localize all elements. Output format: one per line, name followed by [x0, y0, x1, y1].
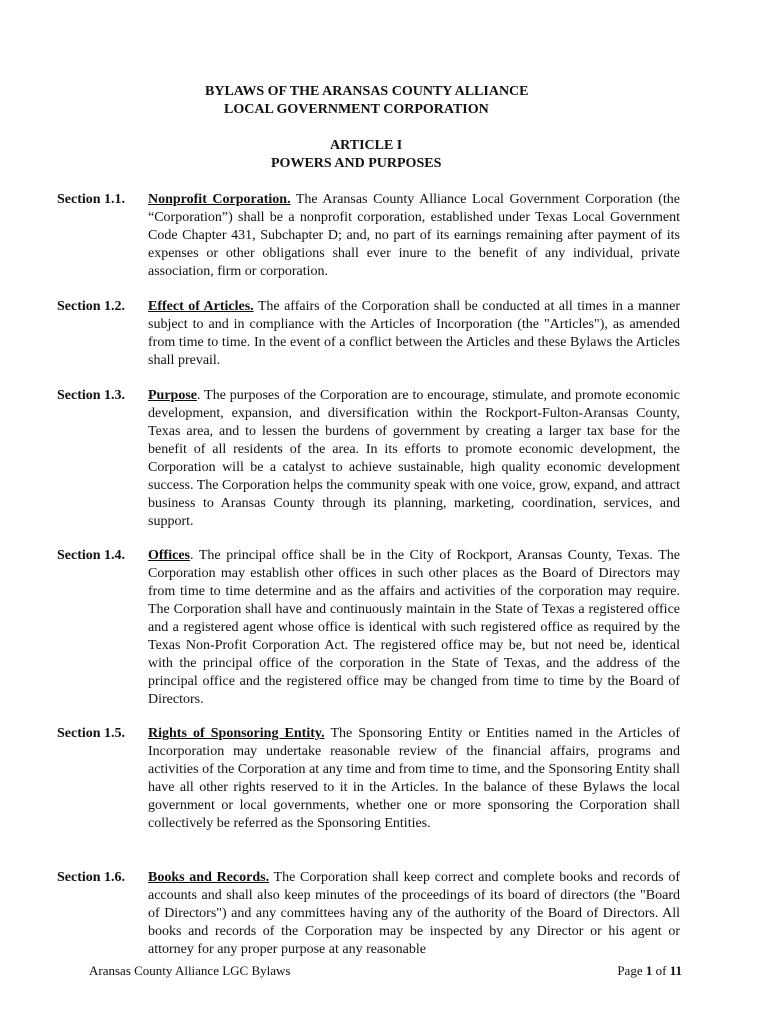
article-number: ARTICLE I — [330, 138, 403, 153]
section-1-2 — [57, 298, 680, 370]
section-heading: Effect of Articles. — [148, 299, 254, 314]
footer-document-name: Aransas County Alliance LGC Bylaws — [89, 963, 291, 978]
section-label: Section 1.5. — [57, 726, 126, 741]
section-heading: Offices — [148, 548, 190, 563]
article-name: POWERS AND PURPOSES — [271, 156, 442, 171]
document-title-line-2: LOCAL GOVERNMENT CORPORATION — [224, 102, 489, 117]
section-heading: Nonprofit Corporation. — [148, 192, 291, 207]
section-1-1 — [57, 191, 680, 281]
section-label: Section 1.4. — [57, 548, 126, 563]
section-body — [148, 725, 680, 833]
section-label: Section 1.6. — [57, 870, 126, 885]
footer-page-number — [617, 963, 682, 979]
section-body — [148, 191, 680, 281]
page-word: Page — [617, 963, 646, 978]
section-body — [148, 869, 680, 959]
section-1-4 — [57, 547, 680, 709]
section-body — [148, 298, 680, 370]
section-text: The Aransas County Alliance Local Government Corporation (the “Corporation”) shall be a nonprofit corporation, established under Texas Local Government Code Chapter 431, Subchapter D; and, no part of its earnings remaining after payment of its expenses or other obligations shall ever inure to the benefit of any individual, private association, firm or corporation. — [148, 192, 680, 279]
section-label: Section 1.3. — [57, 388, 126, 403]
section-text: The affairs of the Corporation shall be conducted at all times in a manner subject to and in compliance with the Articles of Incorporation (the "Articles"), as amended from time to time. In the event of a conflict between the Articles and these Bylaws the Articles shall prevail. — [148, 299, 680, 368]
section-1-5 — [57, 725, 680, 833]
document-title-line-1: BYLAWS OF THE ARANSAS COUNTY ALLIANCE — [205, 84, 529, 99]
section-heading: Purpose — [148, 388, 197, 403]
section-heading: Books and Records. — [148, 870, 270, 885]
section-text: . The principal office shall be in the City of Rockport, Aransas County, Texas. The Corporation may establish other offices in such other places as the Board of Directors may from time to time determine and as the affairs and activities of the corporation may require. The Corporation shall have and continuously maintain in the State of Texas a registered office and a registered agent whose office is identical with such registered office as required by the Texas Non-Profit Corporation Act. The registered office may be, but not need be, identical with the principal office of the corporation in the State of Texas, and the address of the principal office and the registered office may be changed from time to time by the Board of Directors. — [148, 548, 680, 707]
page-total: 11 — [669, 963, 682, 978]
section-heading: Rights of Sponsoring Entity. — [148, 726, 325, 741]
page-current: 1 — [645, 963, 653, 978]
section-1-3 — [57, 387, 680, 531]
section-text: The Sponsoring Entity or Entities named in the Articles of Incorporation may undertake reasonable review of the financial affairs, programs and activities of the Corporation at any time and from time to time, and the Sponsoring Entity shall have all other rights reserved to it in the Articles. In the balance of these Bylaws the local government or local governments, whether one or more sponsoring the Corporation shall collectively be referred as the Sponsoring Entities. — [148, 726, 680, 831]
section-label: Section 1.1. — [57, 192, 126, 207]
section-body — [148, 547, 680, 709]
page-of: of — [652, 963, 670, 978]
section-body — [148, 387, 680, 531]
section-text: The Corporation shall keep correct and complete books and records of accounts and shall also keep minutes of the proceedings of its board of directors (the "Board of Directors") and any committees having any of the authority of the Board of Directors. All books and records of the Corporation may be inspected by any Director or his agent or attorney for any proper purpose at any reasonable — [148, 870, 680, 957]
section-text: . The purposes of the Corporation are to encourage, stimulate, and promote economic development, expansion, and diversification within the Rockport-Fulton-Aransas County, Texas area, and to lessen the burdens of government by creating a larger tax base for the benefit of all residents of the area. In its efforts to promote economic development, the Corporation will be a catalyst to achieve sustainable, high quality economic development success. The Corporation helps the community speak with one voice, grow, expand, and attract business to Aransas County through its planning, marketing, coordination, services, and support. — [148, 388, 680, 529]
section-1-6 — [57, 869, 680, 959]
section-label: Section 1.2. — [57, 299, 126, 314]
